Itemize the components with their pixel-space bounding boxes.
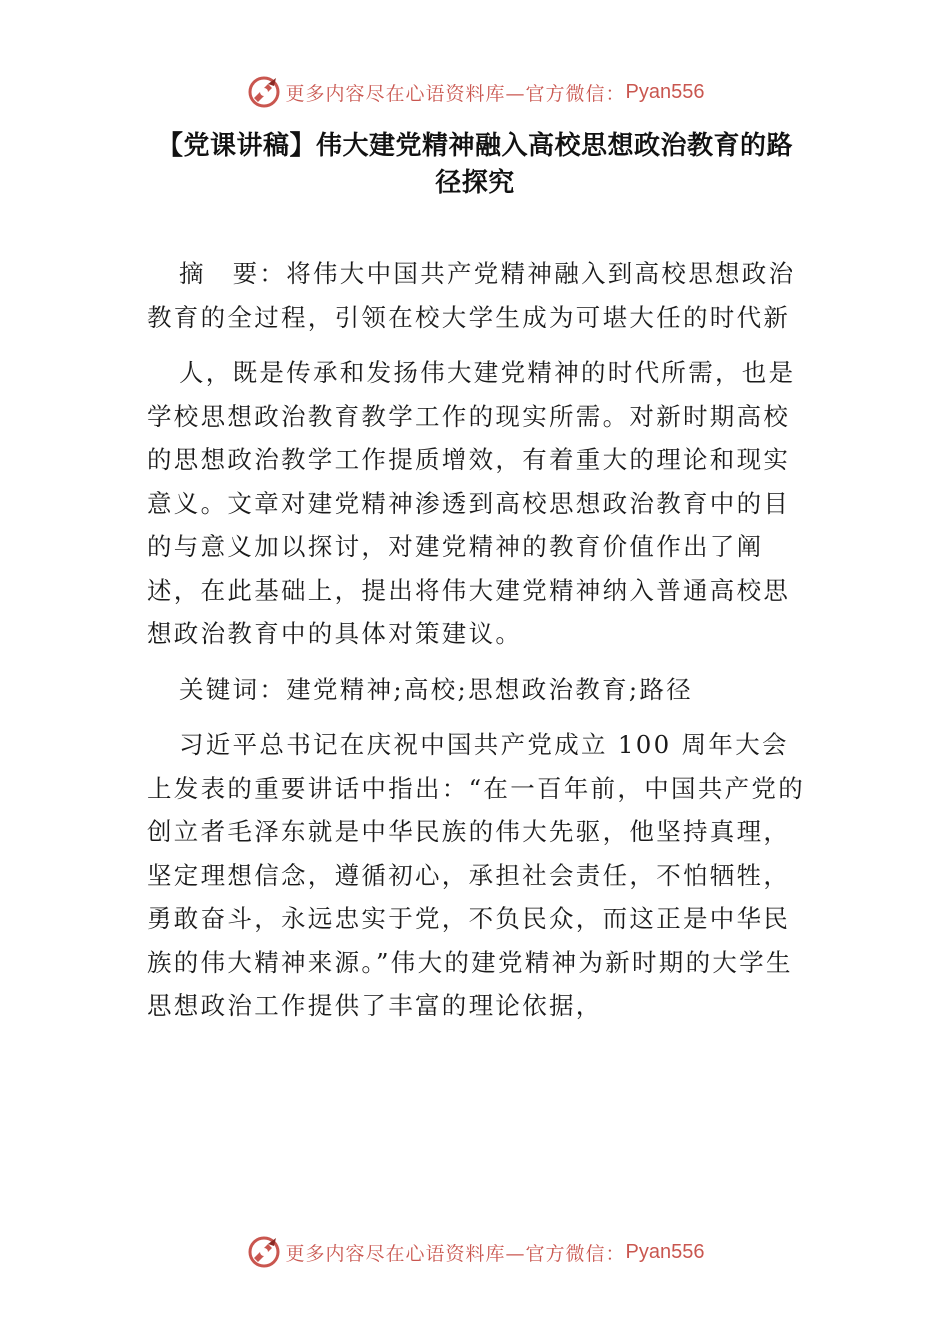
logo-icon xyxy=(246,74,282,110)
document-title: 【党课讲稿】伟大建党精神融入高校思想政治教育的路径探究 xyxy=(156,131,793,198)
footer-banner xyxy=(0,1232,950,1272)
document-body xyxy=(147,252,807,1040)
banner-wechat-id: Pyan556 xyxy=(625,1240,705,1263)
header-banner xyxy=(0,72,950,112)
banner-text: 更多内容尽在心语资料库—官方微信： xyxy=(285,1242,626,1265)
keywords-paragraph: 关键词：建党精神;高校;思想政治教育;路径 xyxy=(179,674,694,704)
abstract-continued-paragraph: 人，既是传承和发扬伟大建党精神的时代所需，也是学校思想政治教育教学工作的现实所需。对新时期高校的思想政治教学工作提质增效，有着重大的理论和现实意义。文章对建党精神渗透到高校思想政治教育中的目的与意义加以探讨，对建党精神的教育价值作出了阐述，在此基础上，提出将伟大建党精神纳入普通高校思想政治教育中的具体对策建议。 xyxy=(147,358,796,648)
body-paragraph: 习近平总书记在庆祝中国共产党成立 100 周年大会上发表的重要讲话中指出：“在一百年前，中国共产党的创立者毛泽东就是中华民族的伟大先驱，他坚持真理，坚定理想信念，遵循初心，承担社会责任，不怕牺牲，勇敢奋斗，永远忠实于党，不负民众，而这正是中华民族的伟大精神来源。”伟大的建党精神为新时期的大学生思想政治工作提供了丰富的理论依据， xyxy=(147,730,806,1020)
logo-icon xyxy=(246,1234,282,1270)
banner-wechat-id: Pyan556 xyxy=(625,80,705,103)
banner-text: 更多内容尽在心语资料库—官方微信： xyxy=(285,82,626,105)
abstract-paragraph: 摘 要：将伟大中国共产党精神融入到高校思想政治教育的全过程，引领在校大学生成为可堪大任的时代新 xyxy=(147,259,796,332)
